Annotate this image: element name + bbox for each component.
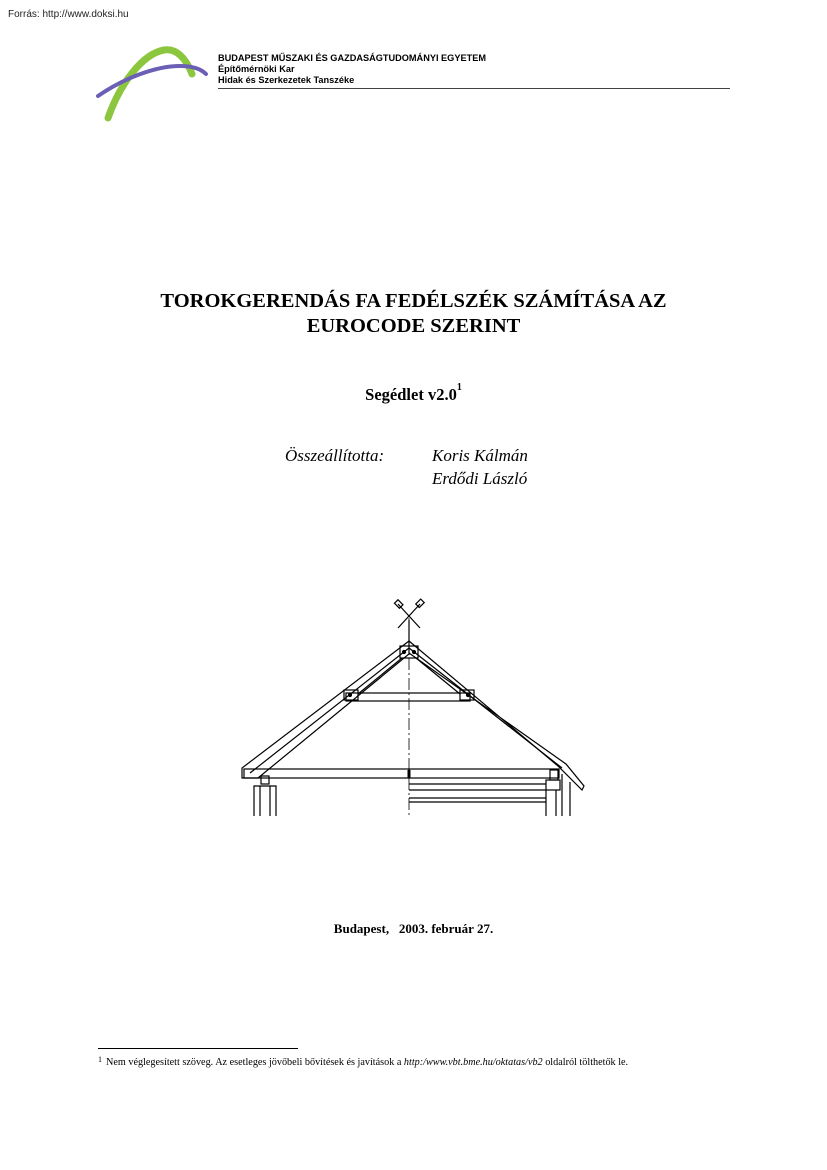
left-rafter: [242, 641, 409, 778]
faculty-name: Építőmérnöki Kar: [218, 64, 295, 74]
right-tie-beam: [409, 769, 559, 778]
footnote-mark: 1: [98, 1055, 102, 1064]
subtitle-text: Segédlet v2.0: [365, 385, 457, 404]
department-name: Hidak és Szerkezetek Tanszéke: [218, 75, 355, 85]
place-and-date: [0, 921, 827, 937]
footnote-url[interactable]: http:/www.vbt.bme.hu/oktatas/vb2: [403, 1057, 543, 1068]
author-name: Koris Kálmán: [432, 446, 528, 465]
document-subtitle: [0, 382, 827, 405]
university-logo: [94, 44, 214, 124]
compiled-by-label: Összeállította:: [285, 446, 385, 465]
footnote-text: Nem véglegesített szöveg. Az esetleges jövőbeli bővítések és javítások a: [106, 1057, 404, 1068]
title-line: TOROKGERENDÁS FA FEDÉLSZÉK SZÁMÍTÁSA AZ: [160, 290, 667, 312]
footnote-text-end: oldalról tölthetők le.: [542, 1057, 629, 1068]
place: Budapest,: [333, 921, 390, 936]
author-name: Erdődi László: [432, 469, 528, 488]
document-title: [0, 289, 827, 339]
university-name: BUDAPEST MŰSZAKI ÉS GAZDASÁGTUDOMÁNYI EGYETEM: [218, 53, 486, 63]
roof-truss-drawing: [240, 598, 590, 820]
right-rafter: [409, 641, 584, 790]
institution-block: [218, 53, 730, 86]
collar-beam: [346, 693, 470, 701]
title-line: EUROCODE SZERINT: [306, 315, 521, 337]
footnote-divider: [98, 1048, 298, 1049]
date: 2003. február 27.: [398, 921, 494, 936]
footnote: [98, 1057, 628, 1068]
source-note: Forrás: http://www.doksi.hu: [8, 9, 129, 20]
footnote-reference: 1: [456, 382, 462, 393]
header-divider: [218, 88, 730, 89]
